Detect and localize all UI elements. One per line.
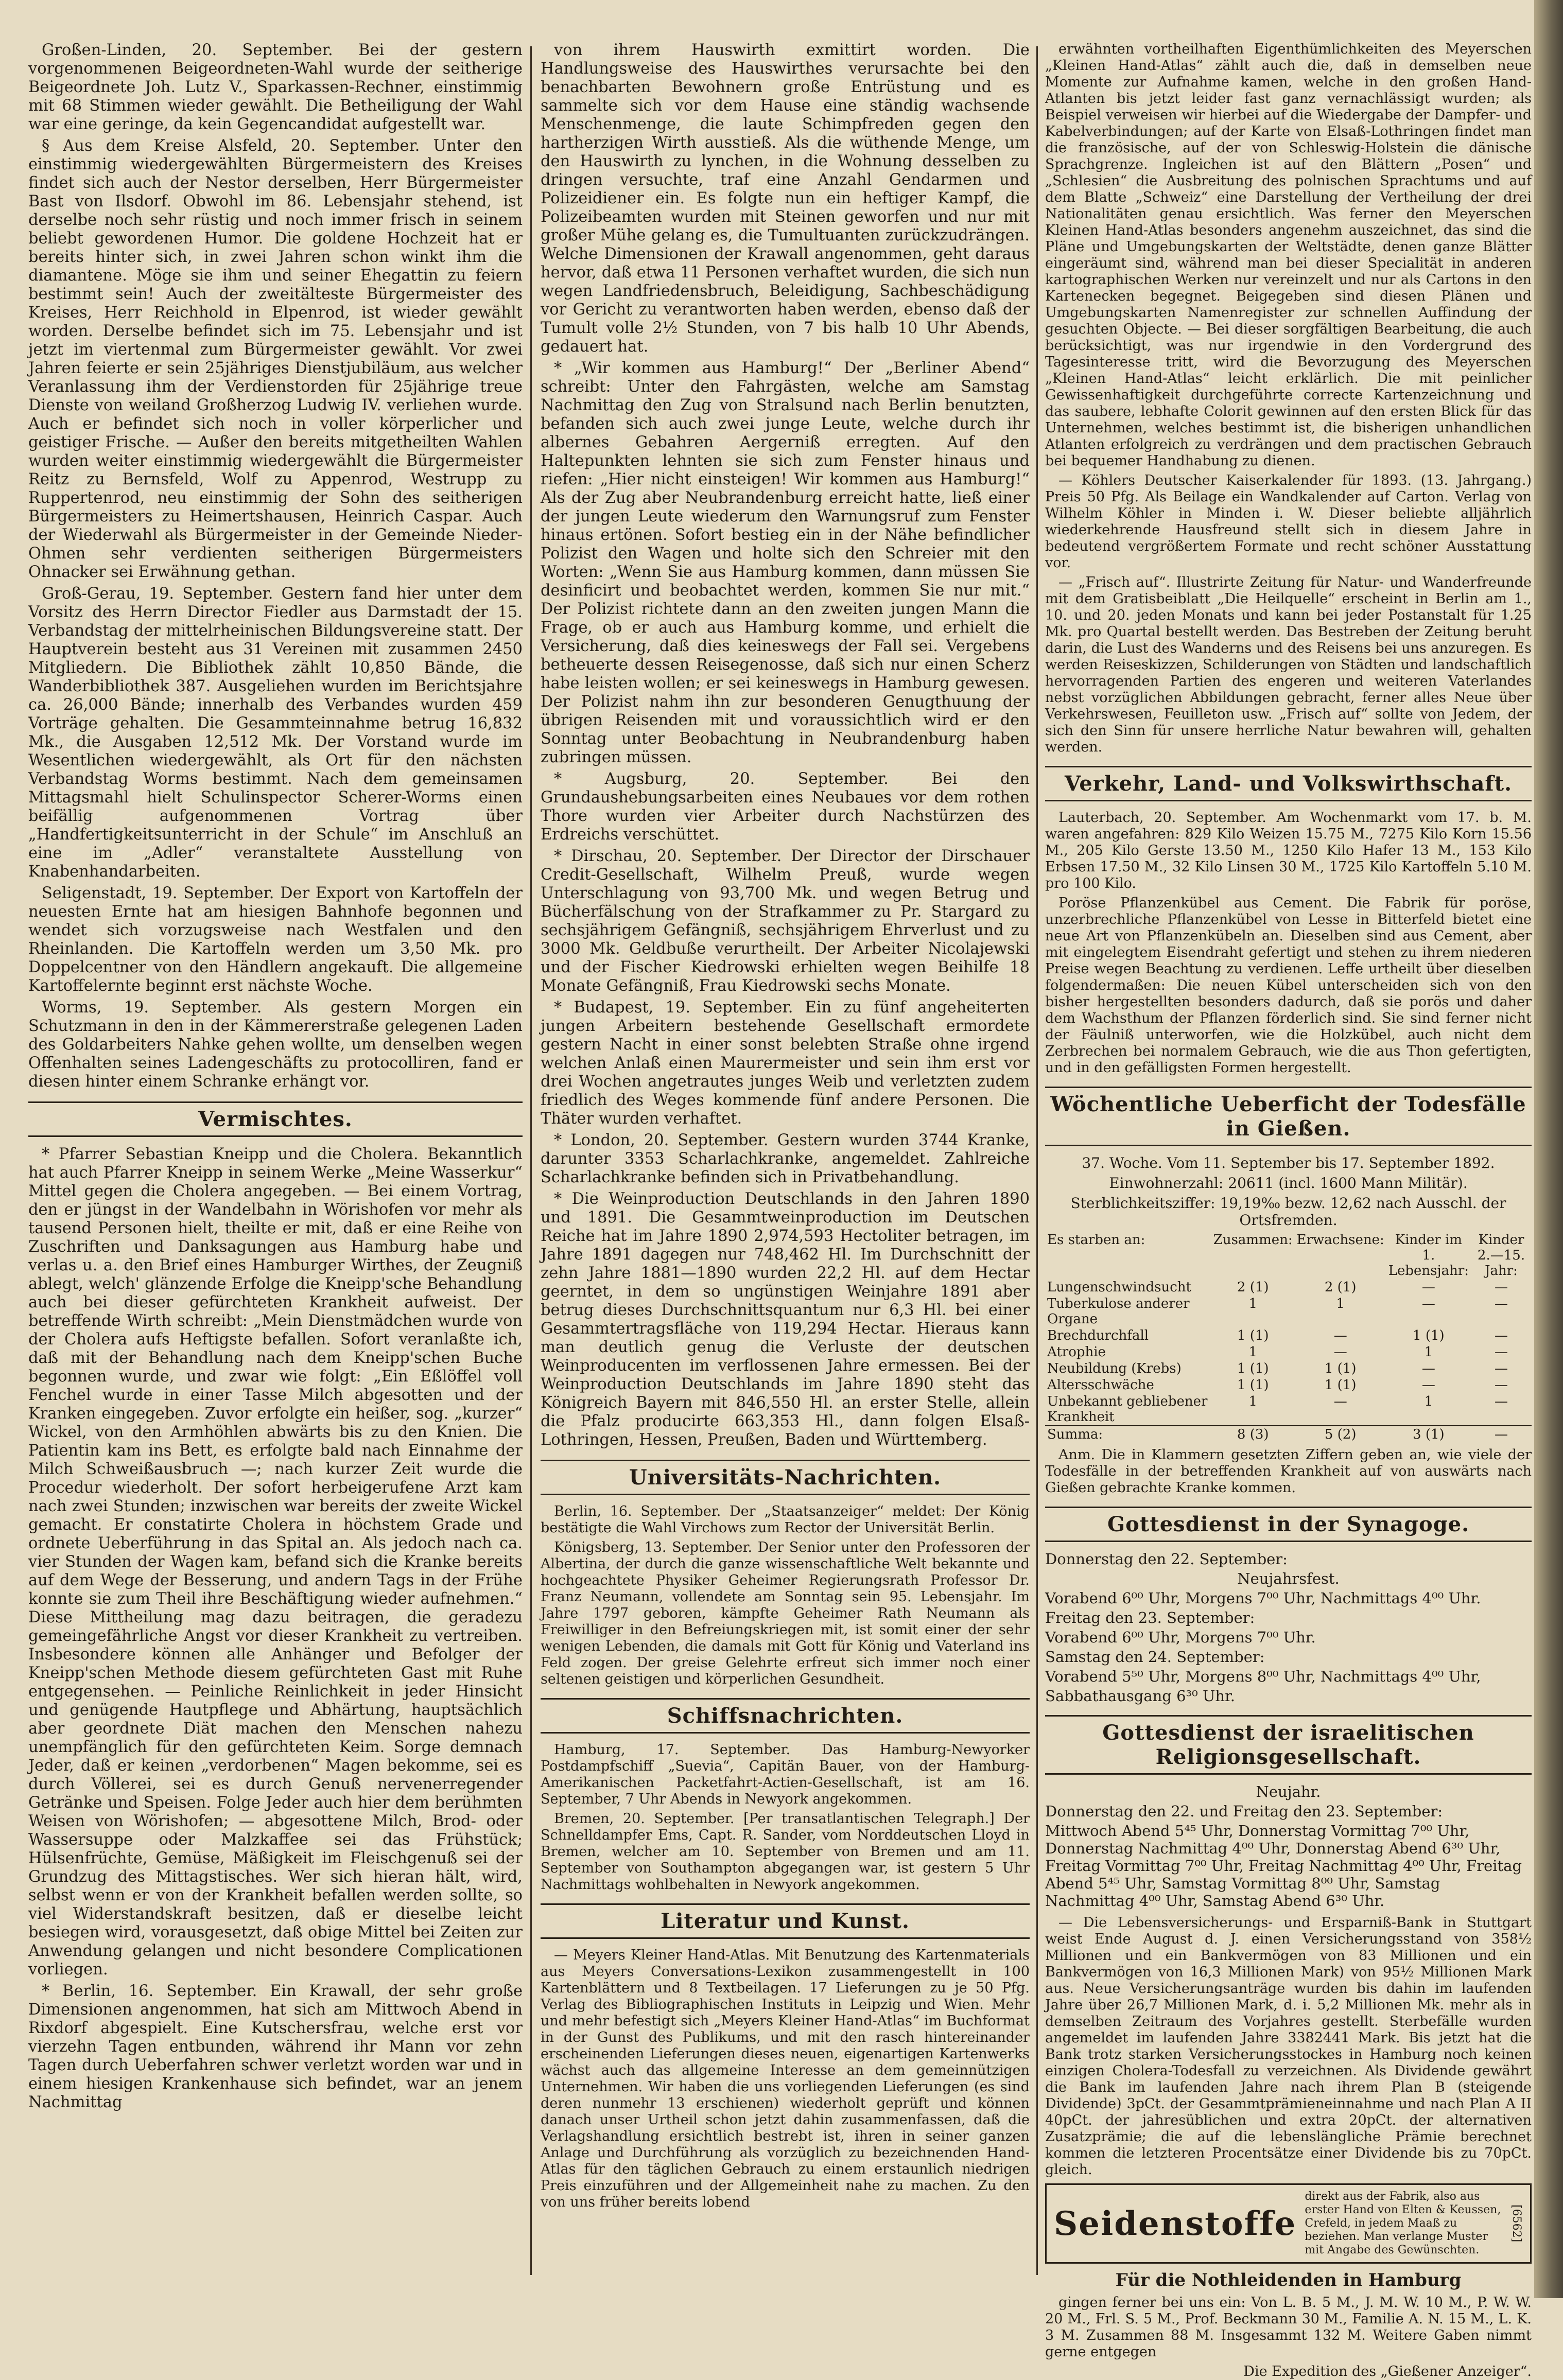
article-bremen-schiff: Bremen, 20. September. [Per transatlantischen Telegraph.] Der Schnelldampfer Ems, Capt. R. Sander, vom Norddeutschen Lloyd in Bremen, welcher am 10. September von Bremen und am 11. September von Southampton abgegangen war, ist gestern 5 Uhr Nachmittags wohlbehalten in Newyork angekommen.	[541, 1811, 1030, 1893]
table-cell: 1	[1424, 1394, 1433, 1409]
article-kneipp-cholera: * Pfarrer Sebastian Kneipp und die Cholera. Bekanntlich hat auch Pfarrer Kneipp in seinem Werke „Meine Wasserkur“ Mittel gegen die Cholera angegeben. — Bei einem Vortrag, den er jüngst in der Wandelbahn in Wörishofen vor mehr als tausend Personen hielt, theilte er mit, daß er eine Reihe von Zuschriften und Danksagungen aus Hamburg habe und verlas u. a. den Brief eines Hamburger Wirthes, der Zeugniß ablegt, welch' glänzende Erfolge die Kneipp'sche Behandlung auch bei dieser gefürchteten Krankheit aufweist. Der betreffende Wirth schreibt: „Mein Dienstmädchen wurde von der Cholera aufs Heftigste befallen. Sofort veranlaßte ich, daß mit der Behandlung nach dem Kneipp'schen Buche begonnen wurde, und zwar wie folgt: „Ein Eßlöffel voll Fenchel wurde in einer Tasse Milch abgesotten und der Kranken eingegeben. Zuvor erfolgte ein heißer, sog. „kurzer“ Wickel, von den Armhöhlen abwärts bis zu den Knien. Die Patientin kam ins Bett, es erfolgte bald nach Einnahme der Milch Schweißausbruch —; nach kurzer Zeit wurde die Procedur wiederholt. Der sofort herbeigerufene Arzt kam nach zwei Stunden; inzwischen war bereits der zweite Wickel gemacht. Er constatirte Cholera in höchstem Grade und ordnete Ueberführung in das Spital an. Als jedoch nach ca. vier Stunden der Wagen kam, befand sich die Kranke bereits auf dem Wege der Besserung, und andern Tags in der Frühe konnte sie zum Theil ihre Beschäftigung wieder aufnehmen.“ Diese Mittheilung mag dazu beitragen, die geradezu gemeingefährliche Angst vor dieser Krankheit zu vertreiben. Insbesondere können alle Anhänger und Befolger der Kneipp'schen Methode diesem gefürchteten Gast mit Ruhe entgegensehen. — Peinliche Reinlichkeit in jeder Hinsicht und genügende Hautpflege und Abhärtung, hauptsächlich aber geordnete Diät machen den Menschen nahezu unempfänglich für den gefürchteten Keim. Sorge demnach Jeder, daß er keinen „verdorbenen“ Magen bekomme, sei es durch Völlerei, sei es durch Genuß nervenerregender Getränke und Speisen. Folge Jeder auch hier dem berühmten Weisen von Wörishofen; — abgesottene Milch, Brod- oder Wassersuppe oder Malzkaffee sei das Frühstück; Hülsenfrüchte, Gemüse, Mäßigkeit im Fleischgenuß sei der Grundzug des Mittagstisches. Wer sich hieran hält, wird, selbst wenn er von der Krankheit befallen werden sollte, so viel Widerstandskraft besitzen, daß er dieselbe leicht besiegen wird, vorausgesetzt, daß obige Mittel bei Zeiten zur Anwendung gelangen und nicht besondere Complicationen vorliegen.	[28, 1145, 523, 1979]
table-cell: 1	[1248, 1344, 1257, 1360]
table-cell: —	[1495, 1344, 1508, 1360]
table-cell: —	[1333, 1328, 1347, 1343]
death-col-adults: Erwachsene:	[1296, 1232, 1384, 1248]
table-row	[1045, 1393, 1532, 1426]
section-heading-vermischtes: Vermischtes.	[28, 1101, 523, 1137]
table-cell: Altersschwäche	[1047, 1377, 1154, 1393]
article-weinproduction: * Die Weinproduction Deutschlands in den Jahren 1890 und 1891. Die Gesammtweinproduction im Deutschen Reiche hat im Jahre 1890 2,974,593 Hectoliter betragen, im Jahre 1891 dagegen nur 748,462 Hl. Im Durchschnitt der zehn Jahre 1881—1890 wurden 22,2 Hl. auf dem Hectar geerntet, in dem so ungünstigen Weinjahre 1891 aber betrug dieses Durchschnittsquantum nur 6,3 Hl. bei einer Gesammtertragsfläche von 119,294 Hectar. Hieraus kann man deutlich genug die Verluste der deutschen Weinproducenten im verflossenen Jahre ermessen. Bei der Weinproduction Deutschlands im Jahre 1890 steht das Königreich Bayern mit 846,550 Hl. an erster Stelle, allein die Pfalz producirte 663,353 Hl., dann folgen Elsaß-Lothringen, Hessen, Preußen, Baden und Württemberg.	[541, 1190, 1030, 1449]
table-cell: —	[1421, 1296, 1435, 1311]
death-population: Einwohnerzahl: 20611 (incl. 1600 Mann Militär).	[1109, 1175, 1468, 1192]
section-heading-synagoge: Gottesdienst in der Synagoge.	[1045, 1507, 1532, 1542]
table-row	[1045, 1279, 1532, 1296]
table-row	[1045, 1344, 1532, 1360]
table-cell: 1	[1248, 1394, 1257, 1409]
table-cell: 1 (1)	[1237, 1361, 1269, 1376]
section-heading-todesfaelle: Wöchentliche Ueberficht der Todesfälle in Gießen.	[1045, 1087, 1532, 1146]
table-cell: 3 (1)	[1386, 1426, 1471, 1443]
table-cell: —	[1421, 1361, 1435, 1376]
table-cell: —	[1495, 1361, 1508, 1376]
table-cell: 1	[1424, 1344, 1433, 1360]
table-cell: —	[1495, 1280, 1508, 1295]
column-rule	[530, 46, 532, 2275]
column-rule	[1036, 46, 1038, 2275]
table-cell: —	[1471, 1426, 1532, 1443]
table-cell: Tuberkulose anderer Organe	[1047, 1296, 1190, 1327]
article-lebensversicherung: — Die Lebensversicherungs- und Ersparniß-Bank in Stuttgart weist Ende August d. J. einen Versicherungsstand von 358½ Millionen und ein Bankvermögen von 83 Millionen und ein Bankvermögen von 16,3 Millionen Mark) von 95½ Millionen Mark aus. Neue Versicherungsanträge wurden bis dahin im laufenden Jahre über 26,7 Millionen Mark, d. i. 5,2 Millionen Mk. mehr als in demselben Zeitraum des Vorjahres gestellt. Sterbefälle wurden angemeldet im laufenden Jahre 3382441 Mark. Bis jetzt hat die Bank trotz starken Versicherungsstockes in Hamburg noch keinen einzigen Cholera-Todesfall zu verzeichnen. Als Dividende gewährt die Bank im laufenden Jahre nach ihrem Plan B (steigende Dividende) 3pCt. der Gesammtprämieneinnahme und nach Plan A II 40pCt. der jahresüblichen und extra 20pCt. der alternativen Zusatzprämie; die auf die lebenslängliche Prämie berechnet kommen die letzteren Procentsätze einer Dividende bis zu 70pCt. gleich.	[1045, 1915, 1532, 2178]
advertisement-seidenstoffe	[1045, 2183, 1532, 2264]
service-line: Neujahrsfest.	[1237, 1570, 1340, 1587]
service-line: Donnerstag den 22. September:	[1045, 1550, 1288, 1568]
table-cell: 2 (1)	[1324, 1280, 1357, 1295]
article-lauterbach-markt: Lauterbach, 20. September. Am Wochenmarkt vom 17. b. M. waren angefahren: 829 Kilo Weizen 15.75 M., 7275 Kilo Korn 15.56 M., 205 Kilo Gerste 13.50 M., 1250 Kilo Hafer 13 M., 153 Kilo Erbsen 17.50 M., 32 Kilo Linsen 30 M., 1725 Kilo Kartoffeln 5.10 M. pro 100 Kilo.	[1045, 810, 1532, 891]
ad-title: Seidenstoffe	[1054, 2204, 1297, 2243]
article-kreis-alsfeld: § Aus dem Kreise Alsfeld, 20. September. Unter den einstimmig wiedergewählten Bürgermeistern des Kreises findet sich auch der Nestor derselben, Herr Bürgermeister Bast von Ilsdorf. Obwohl im 86. Lebensjahr stehend, ist derselbe noch sehr rüstig und noch immer frisch in seinem beliebt gewordenen Humor. Die goldene Hochzeit hat er bereits hinter sich, in zwei Jahren schon winkt ihm die diamantene. Möge sie ihm und seiner Ehegattin zu feiern bestimmt sein! Auch der zweitälteste Bürgermeister des Kreises, Herr Reichhold in Elpenrod, ist wieder gewählt worden. Derselbe befindet sich im 75. Lebensjahr und ist jetzt im viertenmal zum Bürgermeister gewählt. Vor zwei Jahren feierte er sein 25jähriges Dienstjubiläum, aus welcher Veranlassung ihm der Verdienstorden für 25jährige treue Dienste von weiland Großherzog Ludwig IV. verliehen wurde. Auch er befindet sich noch in voller körperlicher und geistiger Frische. — Außer den bereits mitgetheilten Wahlen wurden weiter einstimmig wiedergewählt die Bürgermeister Reitz zu Bernsfeld, Wolf zu Appenrod, Westrupp zu Ruppertenrod, neu einstimmig der Sohn des seitherigen Bürgermeisters zu Heimertshausen, Heinrich Caspar. Auch der Wiederwahl als Bürgermeister in der Gemeinde Nieder-Ohmen sehr verdienten seitherigen Bürgermeisters Ohnacker sei Erwähnung gethan.	[28, 137, 523, 581]
table-cell: —	[1495, 1328, 1508, 1343]
donation-signature: Die Expedition des „Gießener Anzeiger“.	[1243, 2364, 1532, 2379]
column-2	[541, 41, 1030, 2285]
table-cell: —	[1495, 1377, 1508, 1393]
table-cell: 2 (1)	[1237, 1280, 1269, 1295]
table-cell: Brechdurchfall	[1047, 1328, 1149, 1343]
section-heading-schiff: Schiffsnachrichten.	[541, 1698, 1030, 1734]
section-heading-israelitisch: Gottesdienst der israelitischen Religionsgesellschaft.	[1045, 1715, 1532, 1775]
table-cell: 1 (1)	[1324, 1377, 1357, 1393]
article-berlin-krawall: * Berlin, 16. September. Ein Krawall, der sehr große Dimensionen angenommen, hat sich am Mittwoch Abend in Rixdorf abgespielt. Eine Kutschersfrau, welche erst vor vierzehn Tagen entbunden, während ihr Mann vor zehn Tagen durch Ueberfahren schwer verletzt worden war und in einem hiesigen Krankenhause sich befindet, war an jenem Nachmittag	[28, 1982, 523, 2111]
article-meyers-atlas: — Meyers Kleiner Hand-Atlas. Mit Benutzung des Kartenmaterials aus Meyers Conversations-Lexikon zusammengestellt in 100 Kartenblättern und 8 Textbeilagen. 17 Lieferungen zu je 50 Pfg. Verlag des Bibliographischen Instituts in Leipzig und Wien. Mehr und mehr befestigt sich „Meyers Kleiner Hand-Atlas“ im Buchformat in der Gunst des Publikums, und mit den rasch hintereinander erscheinenden Lieferungen dieses neuen, eigenartigen Kartenwerks wächst auch das allgemeine Interesse an dem gemeinnützigen Unternehmen. Wir haben die uns vorliegenden Lieferungen (es sind deren nunmehr 13 erschienen) wiederholt geprüft und können danach unser Urtheil schon jetzt dahin zusammenfassen, daß die Verlagshandlung ersichtlich bestrebt ist, ihren in seiner ganzen Anlage und Durchführung als vorzüglich zu bezeichnenden Hand-Atlas für den täglichen Gebrauch zu einem erstaunlich niedrigen Preis einzuführen und der Allgemeinheit nahe zu machen. Zu den von uns früher bereits lobend	[541, 1947, 1030, 2210]
death-table	[1045, 1232, 1532, 1443]
service-line: Donnerstag den 22. und Freitag den 23. September:	[1045, 1802, 1443, 1820]
death-rate: Sterblichkeitsziffer: 19,19‰ bezw. 12,62 nach Ausschl. der Ortsfremden.	[1070, 1195, 1506, 1229]
article-hamburg-schiff: Hamburg, 17. September. Das Hamburg-Newyorker Postdampfschiff „Suevia“, Capitän Bauer, von der Hamburg-Amerikanischen Packetfahrt-Actien-Gesellschaft, ist am 16. September, 7 Uhr Abends in Newyork angekommen.	[541, 1742, 1030, 1807]
table-cell: 5 (2)	[1295, 1426, 1386, 1443]
death-col-infants: Kinder im 1. Lebensjahr:	[1388, 1232, 1469, 1279]
table-row	[1045, 1327, 1532, 1344]
service-line: Sabbathausgang 6³⁰ Uhr.	[1045, 1687, 1235, 1705]
table-cell: Summa:	[1045, 1426, 1211, 1443]
heading-nothleidende: Für die Nothleidenden in Hamburg	[1115, 2270, 1462, 2290]
service-line: Neujahr.	[1256, 1783, 1321, 1800]
table-row	[1045, 1296, 1532, 1327]
article-pflanzenkuebel: Poröse Pflanzenkübel aus Cement. Die Fabrik für poröse, unzerbrechliche Pflanzenkübel von Lesse in Bitterfeld bietet eine neue Art von Pflanzenkübeln an. Dieselben sind aus Cement, aber mit eingelegtem Eisendraht gefertigt und stehen zu ihrem niederen Preise wegen Beachtung zu verdienen. Leffe urtheilt über dieselben folgendermaßen: Die neuen Kübel unterscheiden sich von den bisher hergestellten besonders dadurch, daß sie porös und daher dem Wachsthum der Pflanzen förderlich sind. Sie sind ferner nicht der Fäulniß unterworfen, wie die Holzkübel, auch nicht dem Zerbrechen bei normalem Gebrauch, wie die aus Thon gefertigten, und in den gefälligsten Formen hergestellt.	[1045, 895, 1532, 1076]
article-hamburg-zug: * „Wir kommen aus Hamburg!“ Der „Berliner Abend“ schreibt: Unter den Fahrgästen, welche am Samstag Nachmittag den Zug von Stralsund nach Berlin benutzten, befanden sich auch zwei junge Leute, welche durch ihr albernes Gebahren Aergerniß erregten. Auf den Haltepunkten lehnten sie sich zum Fenster hinaus und riefen: „Hier nicht einsteigen! Wir kommen aus Hamburg!“ Als der Zug aber Neubrandenburg erreicht hatte, ließ einer der jungen Leute wiederum den Warnungsruf zum Fenster hinaus ertönen. Sofort bestieg ein in der Nähe befindlicher Polizist den Wagen und holte sich den Schreier mit den Worten: „Wenn Sie aus Hamburg kommen, dann müssen Sie desinficirt und beobachtet werden, kommen Sie nur mit.“ Der Polizist richtete dann an den zweiten jungen Mann die Frage, ob er auch aus Hamburg komme, und erhielt die Versicherung, daß dies keineswegs der Fall sei. Vergebens betheuerte dessen Reisegenosse, daß sich nur einen Scherz habe leisten wollen; er sei keineswegs in Hamburg gewesen. Der Polizist nahm ihn zur besonderen Genugthuung der übrigen Reisenden mit und voraussichtlich wird er den Sonntag unter Beobachtung in Neubrandenburg haben zubringen müssen.	[541, 359, 1030, 766]
article-dirschau: * Dirschau, 20. September. Der Director der Dirschauer Credit-Gesellschaft, Wilhelm Preuß, wurde wegen Unterschlagung von 93,700 Mk. und wegen Betrug und Bücherfälschung von der Strafkammer zu Pr. Stargard zu sechsjährigem Gefängniß, sechsjährigem Ehrverlust und zu 3000 Mk. Geldbuße verurtheilt. Der Arbeiter Nicolajewski und der Fischer Kiedrowski erhielten wegen Beihilfe 18 Monate Gefängniß, Frau Kiedrowski sechs Monate.	[541, 847, 1030, 995]
table-cell: —	[1333, 1344, 1347, 1360]
service-line: Samstag den 24. September:	[1045, 1648, 1265, 1666]
table-cell: Unbekannt gebliebener Krankheit	[1047, 1394, 1208, 1425]
table-cell: 1 (1)	[1324, 1361, 1357, 1376]
article-worms: Worms, 19. September. Als gestern Morgen ein Schutzmann in den in der Kämmererstraße gelegenen Laden des Goldarbeiters Nahke gehen wollte, um denselben wegen Offenhalten seines Ladengeschäfts zu protocolliren, fand er diesen hinter einem Schranke erhängt vor.	[28, 999, 523, 1091]
table-cell: 1	[1248, 1296, 1257, 1311]
table-cell: Neubildung (Krebs)	[1047, 1361, 1182, 1376]
table-cell: —	[1333, 1394, 1347, 1409]
table-cell: 1	[1336, 1296, 1345, 1311]
column-1	[28, 41, 523, 2285]
table-cell: —	[1495, 1394, 1508, 1409]
column-3	[1045, 41, 1532, 2379]
table-cell: Lungenschwindsucht	[1047, 1280, 1191, 1295]
table-row	[1045, 1377, 1532, 1393]
article-kaiserkalender: — Köhlers Deutscher Kaiserkalender für 1893. (13. Jahrgang.) Preis 50 Pfg. Als Beilage ein Wandkalender auf Carton. Verlag von Wilhelm Köhler in Minden i. W. Dieser beliebte alljährlich wiederkehrende Hausfreund stellt sich in diesem Jahre in bedeutend vergrößertem Formate und recht schöner Ausstattung vor.	[1045, 472, 1532, 571]
article-budapest: * Budapest, 19. September. Ein zu fünf angeheiterten jungen Arbeitern bestehende Gesellschaft ermordete gestern Nacht in einer sonst belebten Straße ohne irgend welchen Anlaß einen Maurermeister und sein ihm erst vor drei Wochen angetrautes junges Weib und verletzten zudem friedlich des Weges kommende fünf andere Personen. Die Thäter wurden verhaftet.	[541, 999, 1030, 1128]
service-line: Vorabend 6⁰⁰ Uhr, Morgens 7⁰⁰ Uhr, Nachmittags 4⁰⁰ Uhr.	[1045, 1589, 1481, 1607]
service-line: Vorabend 6⁰⁰ Uhr, Morgens 7⁰⁰ Uhr.	[1045, 1629, 1316, 1646]
table-cell: —	[1495, 1296, 1508, 1311]
section-heading-verkehr: Verkehr, Land- und Volkswirthschaft.	[1045, 766, 1532, 801]
article-frisch-auf: — „Frisch auf“. Illustrirte Zeitung für Natur- und Wanderfreunde mit dem Gratisbeiblatt „Die Heilquelle“ erscheint in Berlin am 1., 10. und 20. jeden Monats und kann bei jeder Postanstalt für 1.25 Mk. pro Quartal bestellt werden. Das Bestreben der Zeitung beruht darin, die Lust des Wanderns und des Reisens bei uns anzuregen. Es werden Reiseskizzen, Schilderungen von Städten und landschaftlich hervorragenden Partien des engeren und weiteren Vaterlandes nebst vorzüglichen Abbildungen gebracht, ferner alles Neue über Verkehrswesen, Feuilleton usw. „Frisch auf“ sollte von Jedem, der sich den Sinn für unsere herrliche Natur bewahren will, gehalten werden.	[1045, 574, 1532, 755]
service-line: Freitag den 23. September:	[1045, 1609, 1255, 1626]
article-seligenstadt: Seligenstadt, 19. September. Der Export von Kartoffeln der neuesten Ernte hat am hiesigen Bahnhofe begonnen und wendet sich vorzugsweise nach Westfalen und den Rheinlanden. Die Kartoffeln werden um 3,50 Mk. pro Doppelcentner von den Händlern angekauft. Die allgemeine Kartoffelernte beginnt erst nächste Woche.	[28, 884, 523, 995]
scan-edge-shadow	[1534, 0, 1563, 2298]
article-gross-gerau: Groß-Gerau, 19. September. Gestern fand hier unter dem Vorsitz des Herrn Director Fiedler aus Darmstadt der 15. Verbandstag der mittelrheinischen Bildungsvereine statt. Der Hauptverein besteht aus 31 Vereinen mit zusammen 2450 Mitgliedern. Die Bibliothek zählt 10,850 Bände, die Wanderbibliothek 387. Ausgeliehen wurden im Berichtsjahre ca. 26,000 Bände; innerhalb des Verbandes wurden 459 Vorträge gehalten. Die Gesammteinnahme betrug 16,832 Mk., die Ausgaben 12,512 Mk. Der Vorstand wurde im Wesentlichen wiedergewählt, als Ort für den nächsten Verbandstag Worms bestimmt. Nach dem gemeinsamen Mittagsmahl hielt Schulinspector Scherer-Worms einen beifällig aufgenommenen Vortrag über „Handfertigkeitsunterricht in der Schule“ im Anschluß an eine im „Adler“ veranstaltete Ausstellung von Knabenhandarbeiten.	[28, 585, 523, 881]
article-meyers-atlas-cont: erwähnten vortheilhaften Eigenthümlichkeiten des Meyerschen „Kleinen Hand-Atlas“ zählt auch die, daß in demselben neue Momente zur Aufnahme kamen, welche in den großen Hand-Atlanten bis jetzt leider fast ganz vernachlässigt wurden; als Beispiel verweisen wir hierbei auf die Wiedergabe der Dampfer- und Kabelverbindungen; auf der Karte von Elsaß-Lothringen findet man die französische, auf der von Schleswig-Holstein die dänische Sprachgrenze. Ingleichen ist auf den Blättern „Posen“ und „Schlesien“ die Ausbreitung des polnischen Sprachtums und auf dem Blatte „Schweiz“ eine Darstellung der Vertheilung der drei Nationalitäten genau ersichtlich. Was ferner den Meyerschen Kleinen Hand-Atlas besonders angenehm auszeichnet, das sind die Pläne und Umgebungskarten der Weltstädte, denen ganze Blätter eingeräumt sind, während man bei dieser Specialität in anderen kartographischen Werken nur vereinzelt und nur als Cartons in den Kartenecken begegnet. Beigegeben sind diesen Plänen und Umgebungskarten Namenregister zur schnellen Auffindung der gesuchten Objecte. — Bei dieser sorgfältigen Bearbeitung, die auch berücksichtigt, was nur irgendwie in den Vordergrund des Tagesinteresse tritt, wird die Bevorzugung des Meyerschen „Kleinen Hand-Atlas“ leicht erklärlich. Die mit peinlicher Gewissenhaftigkeit durchgeführte correcte Kartenzeichnung und das saubere, lebhafte Colorit gewinnen auf den ersten Blick für das Unternehmen, welches bestimmt ist, die bisherigen unhandlichen Atlanten erfolgreich zu verdrängen und dem practischen Gebrauch bei bequemer Handhabung zu dienen.	[1045, 41, 1532, 469]
death-col-children: Kinder 2.—15. Jahr:	[1477, 1232, 1525, 1279]
table-cell: 1 (1)	[1237, 1377, 1269, 1393]
table-cell: 1 (1)	[1413, 1328, 1445, 1343]
table-cell: Atrophie	[1047, 1344, 1106, 1360]
ad-text: direkt aus der Fabrik, also aus erster Hand von Elten & Keussen, Crefeld, in jedem Maaß zu beziehen. Man verlange Muster mit Angabe des Gewünschten.	[1305, 2190, 1501, 2256]
service-line: Mittwoch Abend 5⁴⁵ Uhr, Donnerstag Vormittag 7⁰⁰ Uhr, Donnerstag Nachmittag 4⁰⁰ Uhr, Donnerstag Abend 6³⁰ Uhr, Freitag Vormittag 7⁰⁰ Uhr, Freitag Nachmittag 4⁰⁰ Uhr, Freitag Abend 5⁴⁵ Uhr, Samstag Vormittag 8⁰⁰ Uhr, Samstag Nachmittag 4⁰⁰ Uhr, Samstag Abend 6³⁰ Uhr.	[1045, 1822, 1522, 1910]
table-cell: 1 (1)	[1237, 1328, 1269, 1343]
article-london: * London, 20. September. Gestern wurden 3744 Kranke, darunter 3353 Scharlachkranke, angemeldet. Zahlreiche Scharlachkranke befinden sich in Privatbehandlung.	[541, 1131, 1030, 1186]
death-col-cause: Es starben an:	[1047, 1232, 1145, 1248]
death-table-header	[1045, 1232, 1532, 1279]
article-augsburg: * Augsburg, 20. September. Bei den Grundaushebungsarbeiten eines Neubaues vor dem rothen Thore wurden vier Arbeiter durch Nachstürzen des Erdreichs verschüttet.	[541, 770, 1030, 844]
death-week: 37. Woche. Vom 11. September bis 17. September 1892.	[1082, 1154, 1495, 1171]
section-heading-universitaet: Universitäts-Nachrichten.	[541, 1460, 1030, 1495]
table-row-sum	[1045, 1426, 1532, 1443]
table-row	[1045, 1360, 1532, 1377]
table-cell: —	[1421, 1280, 1435, 1295]
article-koenigsberg: Königsberg, 13. September. Der Senior unter den Professoren der Albertina, der durch die ganze wissenschaftliche Welt bekannte und hochgeachtete Physiker Geheimer Regierungsrath Professor Dr. Franz Neumann, vollendete am Sonntag sein 95. Lebensjahr. Im Jahre 1797 geboren, kämpfte Geheimer Rath Neumann als Freiwilliger in den Befreiungskriegen mit, ist somit einer der sehr wenigen Lebenden, die damals mit Gott für König und Vaterland ins Feld zogen. Der greise Gelehrte erfreut sich immer noch einer seltenen geistigen und körperlichen Gesundheit.	[541, 1539, 1030, 1687]
donation-list: gingen ferner bei uns ein: Von L. B. 5 M., J. M. W. 10 M., P. W. W. 20 M., Frl. S. 5 M., Prof. Beckmann 30 M., Familie A. N. 15 M., L. K. 3 M. Zusammen 88 M. Insgesammt 132 M. Weitere Gaben nimmt gerne entgegen	[1045, 2295, 1532, 2360]
article-berlin-virchow: Berlin, 16. September. Der „Staatsanzeiger“ meldet: Der König bestätigte die Wahl Virchows zum Rector der Universität Berlin.	[541, 1503, 1030, 1536]
article-grossen-linden: Großen-Linden, 20. September. Bei der gestern vorgenommenen Beigeordneten-Wahl wurde der seitherige Beigeordnete Joh. Lutz V., Sparkassen-Rechner, einstimmig mit 68 Stimmen wieder gewählt. Die Betheiligung der Wahl war eine geringe, da kein Gegencandidat aufgestellt war.	[28, 41, 523, 133]
ad-number: [6562]	[1510, 2204, 1523, 2243]
article-krawall-cont: von ihrem Hauswirth exmittirt worden. Die Handlungsweise des Hauswirthes verursachte bei den benachbarten Bewohnern große Entrüstung und es sammelte sich vor dem Hause eine ständig wachsende Menschenmenge, die laute Schimpfreden gegen den hartherzigen Wirth ausstieß. Als die wüthende Menge, um den Hauswirth zu lynchen, in die Wohnung desselben zu dringen versuchte, traf eine Anzahl Gendarmen und Polizeidiener ein. Es folgte nun ein heftiger Kampf, die Polizeibeamten wurden mit Steinen geworfen und nur mit großer Mühe gelang es, die Tumultuanten zurückzudrängen. Welche Dimensionen der Krawall angenommen, geht daraus hervor, daß etwa 11 Personen verhaftet wurden, die sich nun wegen Landfriedensbruch, Beleidigung, Sachbeschädigung vor Gericht zu verantworten haben werden, ebenso daß der Tumult volle 2½ Stunden, von 7 bis halb 10 Uhr Abends, gedauert hat.	[541, 41, 1030, 356]
death-note: Anm. Die in Klammern gesetzten Ziffern geben an, wie viele der Todesfälle in der betreffenden Krankheit auf von auswärts nach Gießen gebrachte Kranke kommen.	[1045, 1447, 1532, 1496]
death-col-total: Zusammen:	[1213, 1232, 1293, 1248]
table-cell: —	[1421, 1377, 1435, 1393]
table-cell: 8 (3)	[1211, 1426, 1295, 1443]
service-line: Vorabend 5⁵⁰ Uhr, Morgens 8⁰⁰ Uhr, Nachmittags 4⁰⁰ Uhr,	[1045, 1668, 1481, 1685]
section-heading-literatur: Literatur und Kunst.	[541, 1903, 1030, 1939]
